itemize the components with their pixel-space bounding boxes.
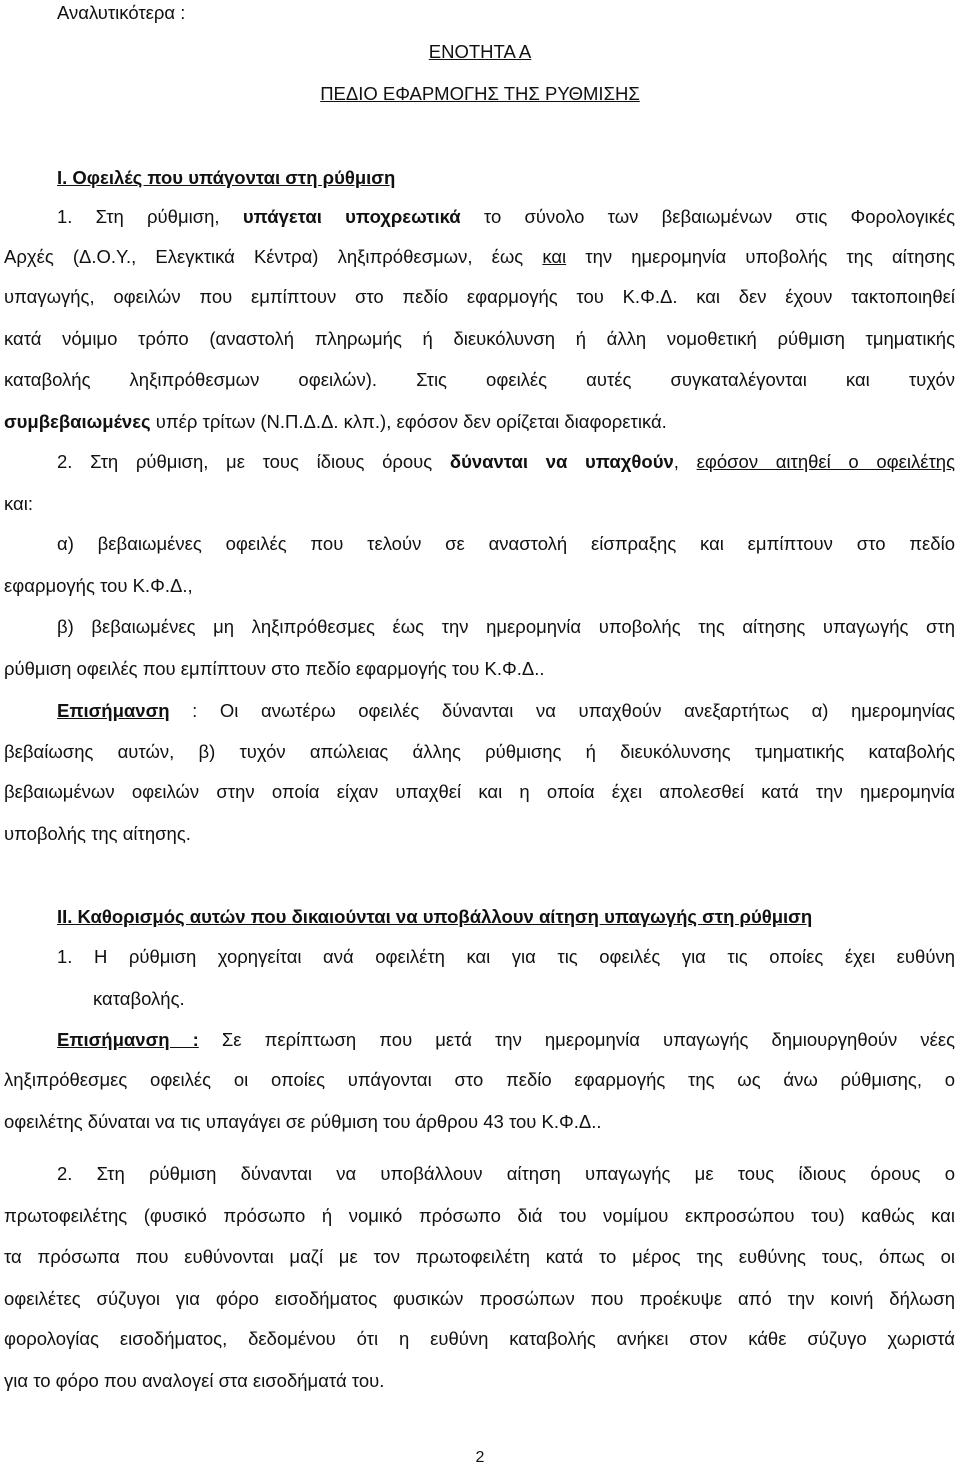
note-i-line1: Επισήμανση : Οι ανωτέρω οφειλές δύνανται να υπαχθούν ανεξαρτήτως α) ημερομηνίας <box>57 700 955 721</box>
section-ii-p2-line3: τα πρόσωπα που ευθύνονται μαζί με τον πρωτοφειλέτη κατά το μέρος της ευθύνης τους, όπως οι <box>4 1246 955 1267</box>
page-number: 2 <box>475 1449 485 1466</box>
section-i-p2-line2: και: <box>4 493 33 514</box>
section-i-p1-line3: υπαγωγής, οφειλών που εμπίπτουν στο πεδίο εφαρμογής του Κ.Φ.Δ. και δεν έχουν τακτοποιηθεί <box>4 286 955 307</box>
section-ii-p1-line1: 1. Η ρύθμιση χορηγείται ανά οφειλέτη και για τις οφειλές για τις οποίες έχει ευθύνη <box>57 946 955 967</box>
note-ii-line2: ληξιπρόθεσμες οφειλές οι οποίες υπάγονται στο πεδίο εφαρμογής της ως άνω ρύθμισης, ο <box>4 1069 955 1090</box>
intro-text: Αναλυτικότερα : <box>57 2 186 23</box>
section-subheading: ΠΕΔΙΟ ΕΦΑΡΜΟΓΗΣ ΤΗΣ ΡΥΘΜΙΣΗΣ <box>320 83 640 104</box>
section-i-p1-line6: συμβεβαιωμένες υπέρ τρίτων (Ν.Π.Δ.Δ. κλπ.), εφόσον δεν ορίζεται διαφορετικά. <box>4 411 667 432</box>
note-ii-line1: Επισήμανση : Σε περίπτωση που μετά την ημερομηνία υπαγωγής δημιουργηθούν νέες <box>57 1029 956 1050</box>
section-ii-title: ΙΙ. Καθορισμός αυτών που δικαιούνται να υποβάλλουν αίτηση υπαγωγής στη ρύθμιση <box>57 906 813 927</box>
section-heading: ΕΝΟΤΗΤΑ Α <box>428 41 532 62</box>
item-b-line1: β) βεβαιωμένες μη ληξιπρόθεσμες έως την ημερομηνία υποβολής της αίτησης υπαγωγής στη <box>57 616 955 637</box>
note-i-line2: βεβαίωσης αυτών, β) τυχόν απώλειας άλλης ρύθμισης ή διευκόλυνσης τμηματικής καταβολής <box>4 741 955 762</box>
section-i-p1-line1: 1. Στη ρύθμιση, υπάγεται υποχρεωτικά το σύνολο των βεβαιωμένων στις Φορολογικές <box>57 206 956 227</box>
section-i-p1-line4: κατά νόμιμο τρόπο (αναστολή πληρωμής ή διευκόλυνση ή άλλη νομοθετική ρύθμιση τμηματικής <box>4 328 955 349</box>
section-ii-p2-line6: για το φόρο που αναλογεί στα εισοδήματά του. <box>4 1370 385 1391</box>
section-ii-p2-line2: πρωτοφειλέτης (φυσικό πρόσωπο ή νομικό πρόσωπο διά του νομίμου εκπροσώπου του) καθώς και <box>4 1205 955 1226</box>
note-i-line3: βεβαιωμένων οφειλών στην οποία είχαν υπαχθεί και η οποία έχει απολεσθεί κατά την ημερομηνία <box>4 781 955 802</box>
section-ii-p2-line5: φορολογίας εισοδήματος, δεδομένου ότι η ευθύνη καταβολής ανήκει στον κάθε σύζυγο χωριστά <box>4 1328 955 1349</box>
section-i-title: Ι. Οφειλές που υπάγονται στη ρύθμιση <box>57 167 396 188</box>
item-b-line2: ρύθμιση οφειλές που εμπίπτουν στο πεδίο εφαρμογής του Κ.Φ.Δ.. <box>4 658 545 679</box>
section-ii-p2-line1: 2. Στη ρύθμιση δύνανται να υποβάλλουν αίτηση υπαγωγής με τους ίδιους όρους ο <box>57 1163 955 1184</box>
note-ii-line3: οφειλέτης δύναται να τις υπαγάγει σε ρύθμιση του άρθρου 43 του Κ.Φ.Δ.. <box>4 1111 602 1132</box>
section-ii-p2-line4: οφειλέτες σύζυγοι για φόρο εισοδήματος φυσικών προσώπων που προέκυψε από την κοινή δήλωση <box>4 1288 955 1309</box>
section-i-p2-line1: 2. Στη ρύθμιση, με τους ίδιους όρους δύνανται να υπαχθούν, εφόσον αιτηθεί ο οφειλέτης <box>57 451 955 472</box>
note-i-line4: υποβολής της αίτησης. <box>4 823 191 844</box>
section-i-p1-line2: Αρχές (Δ.Ο.Υ., Ελεγκτικά Κέντρα) ληξιπρόθεσμων, έως και την ημερομηνία υποβολής της αίτησης <box>4 246 955 267</box>
item-a-line2: εφαρμογής του Κ.Φ.Δ., <box>4 575 193 596</box>
section-ii-p1-line2: καταβολής. <box>93 988 185 1009</box>
item-a-line1: α) βεβαιωμένες οφειλές που τελούν σε αναστολή είσπραξης και εμπίπτουν στο πεδίο <box>57 533 955 554</box>
section-i-p1-line5: καταβολής ληξιπρόθεσμων οφειλών). Στις οφειλές αυτές συγκαταλέγονται και τυχόν <box>4 369 955 390</box>
